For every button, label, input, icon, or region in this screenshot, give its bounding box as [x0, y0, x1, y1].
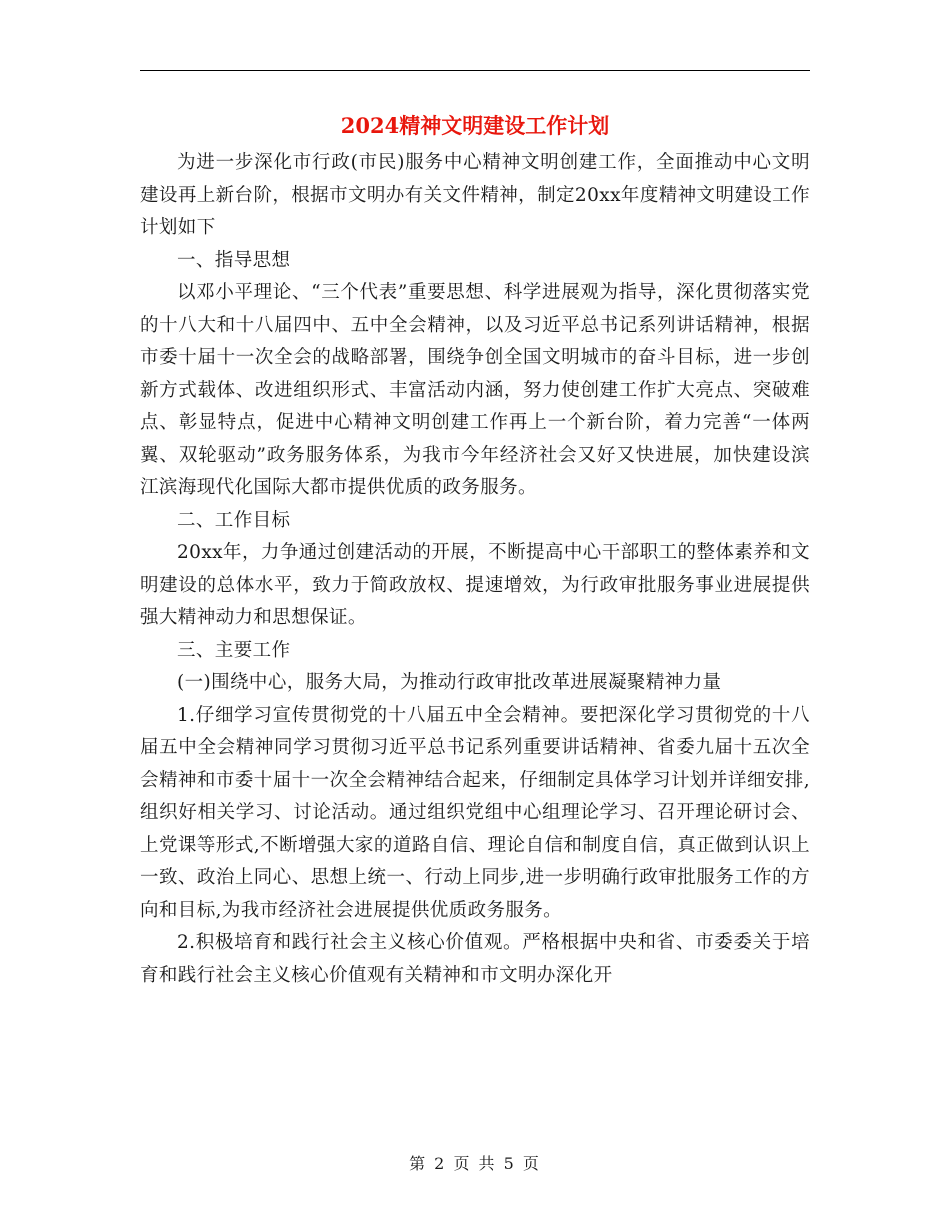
item-2-paragraph: 2.积极培育和践行社会主义核心价值观。严格根据中央和省、市委委关于培育和践行社会主义核心价值观有关精神和市文明办深化开 [140, 932, 810, 986]
subsection-heading-1: (一)围绕中心，服务大局，为推动行政审批改革进展凝聚精神力量 [177, 672, 722, 693]
document-title: 2024精神文明建设工作计划 [340, 113, 610, 138]
item-1-paragraph: 1.仔细学习宣传贯彻党的十八届五中全会精神。要把深化学习贯彻党的十八届五中全会精神同学习贯彻习近平总书记系列重要讲话精神、省委九届十五次全会精神和市委十届十一次全会精神结合起来，仔细制定具体学习计划并详细安排,组织好相关学习、讨论活动。通过组织党组中心组理论学习、召开理论研讨会、上党课等形式,不断增强大家的道路自信、理论自信和制度自信，真正做到认识上一致、政治上同心、思想上统一、行动上同步,进一步明确行政审批服务工作的方向和目标,为我市经济社会进展提供优质政务服务。 [140, 704, 810, 921]
header-rule [140, 70, 810, 71]
page-footer: 第 2 页 共 5 页 [409, 1154, 541, 1173]
intro-paragraph: 为进一步深化市行政(市民)服务中心精神文明创建工作，全面推动中心文明建设再上新台阶，根据市文明办有关文件精神，制定20xx年度精神文明建设工作计划如下 [140, 152, 810, 238]
work-goals-paragraph: 20xx年，力争通过创建活动的开展，不断提高中心干部职工的整体素养和文明建设的总体水平，致力于简政放权、提速增效，为行政审批服务事业进展提供强大精神动力和思想保证。 [140, 542, 810, 628]
guiding-thought-paragraph: 以邓小平理论、“三个代表”重要思想、科学进展观为指导，深化贯彻落实党的十八大和十八届四中、五中全会精神，以及习近平总书记系列讲话精神，根据市委十届十一次全会的战略部署，围绕争创全国文明城市的奋斗目标，进一步创新方式载体、改进组织形式、丰富活动内涵，努力使创建工作扩大亮点、突破难点、彰显特点，促进中心精神文明创建工作再上一个新台阶，着力完善“一体两翼、双轮驱动”政务服务体系，为我市今年经济社会又好又快进展，加快建设滨江滨海现代化国际大都市提供优质的政务服务。 [140, 282, 810, 498]
section-heading-guiding-thought: 一、指导思想 [177, 249, 291, 271]
section-heading-work-goals: 二、工作目标 [177, 509, 291, 531]
section-heading-main-work: 三、主要工作 [177, 639, 291, 661]
document-body [140, 147, 810, 992]
